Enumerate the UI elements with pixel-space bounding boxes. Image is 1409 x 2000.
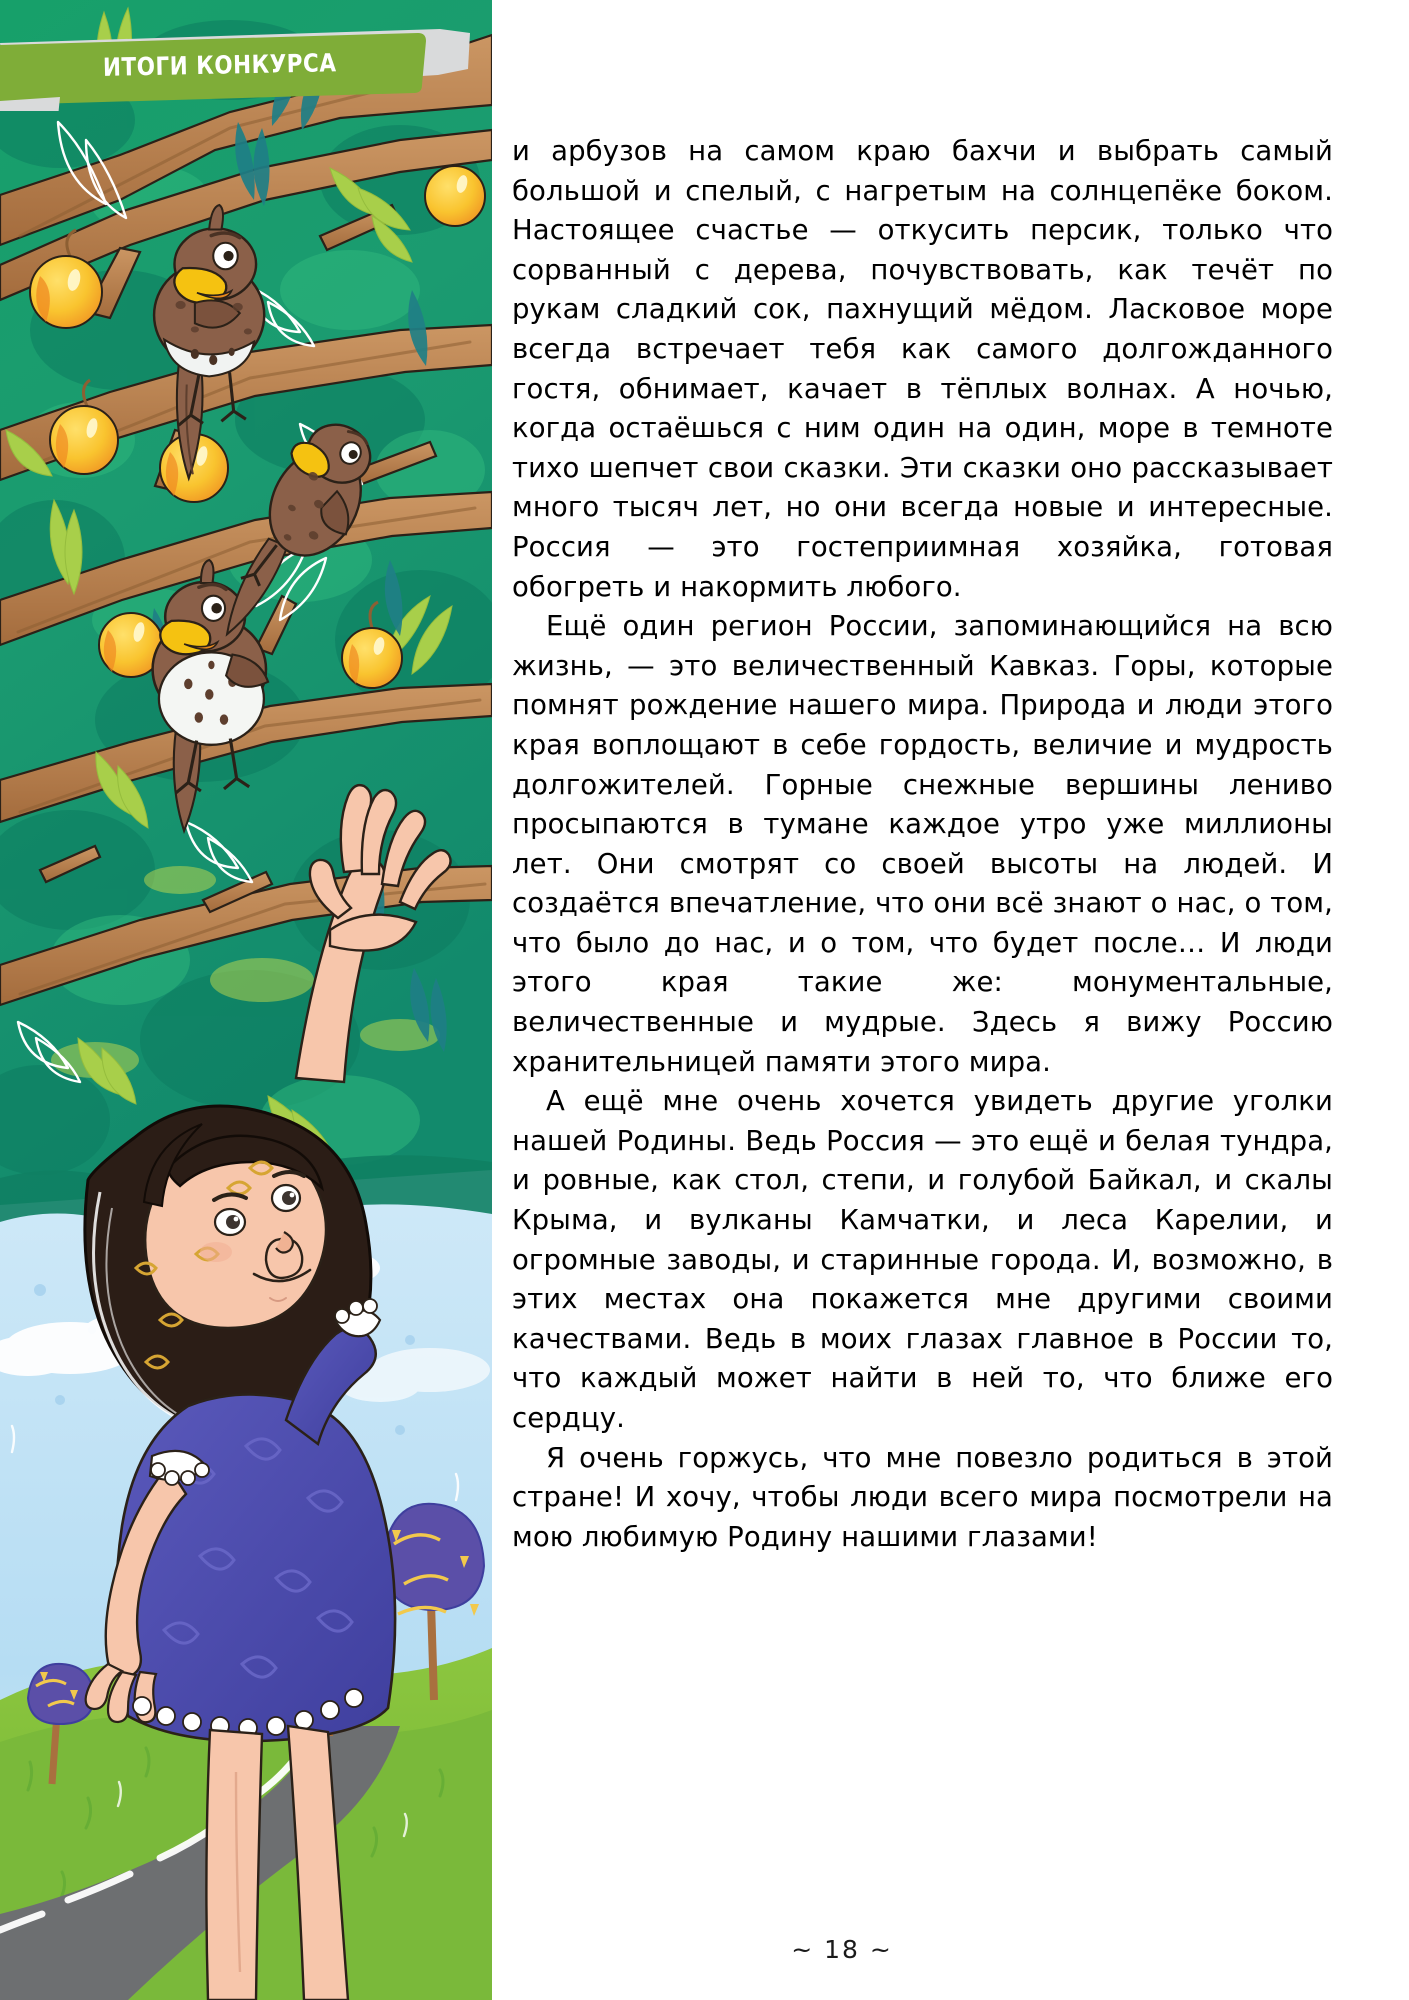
section-ribbon bbox=[0, 27, 470, 111]
article-paragraph: и арбузов на самом краю бахчи и выбрать самый большой и спелый, с нагретым на солнцепёке боком. Настоящее счастье — откусить персик, только что сорванный с дерева, почувствовать, как течёт по рукам сладкий сок, пахнущий мёдом. Ласковое море всегда встречает тебя как самого долгожданного гостя, обнимает, качает в тёплых волнах. А ночью, когда остаёшься с ним один на один, море в темноте тихо шепчет свои сказки. Эти сказки оно рассказывает много тысяч лет, но они всегда новые и интересные. Россия — это гостеприимная хозяйка, готовая обогреть и накормить любого. bbox=[512, 135, 1333, 603]
article-illustration bbox=[0, 0, 492, 2000]
article-paragraph: Я очень горжусь, что мне повезло родиться в этой стране! И хочу, чтобы люди всего мира посмотрели на мою любимую Родину нашими глазами! bbox=[512, 1441, 1333, 1553]
article-text-column bbox=[492, 96, 1409, 2000]
article-body bbox=[512, 132, 1333, 1557]
article-paragraph: Ещё один регион России, запоминающийся на всю жизнь, — это величественный Кавказ. Горы, которые помнят рождение нашего мира. Природа и люди этого края воплощают в себе гордость, величие и мудрость долгожителей. Горные снежные вершины лениво просыпаются в тумане каждое утро уже миллионы лет. Они смотрят со своей высоты на людей. И создаётся впечатление, что они всё знают о нас, о том, что было до нас, и о том, что будет после… И люди этого края такие же: монументальные, величественные и мудрые. Здесь я вижу Россию хранительницей памяти этого мира. bbox=[512, 610, 1333, 1078]
article-paragraph: А ещё мне очень хочется увидеть другие уголки нашей Родины. Ведь Россия — это ещё и белая тундра, и ровные, как стол, степи, и голубой Байкал, и скалы Крыма, и вулканы Камчатки, и леса Карелии, и огромные заводы, и старинные города. И, возможно, в этих местах она покажется мне другими своими качествами. Ведь в моих глазах главное в России то, что каждый может найти в ней то, что ближе его сердцу. bbox=[512, 1085, 1333, 1434]
section-ribbon-label: ИТОГИ КОНКУРСА bbox=[102, 47, 337, 82]
page-number: ~ 18 ~ bbox=[791, 1935, 893, 1964]
